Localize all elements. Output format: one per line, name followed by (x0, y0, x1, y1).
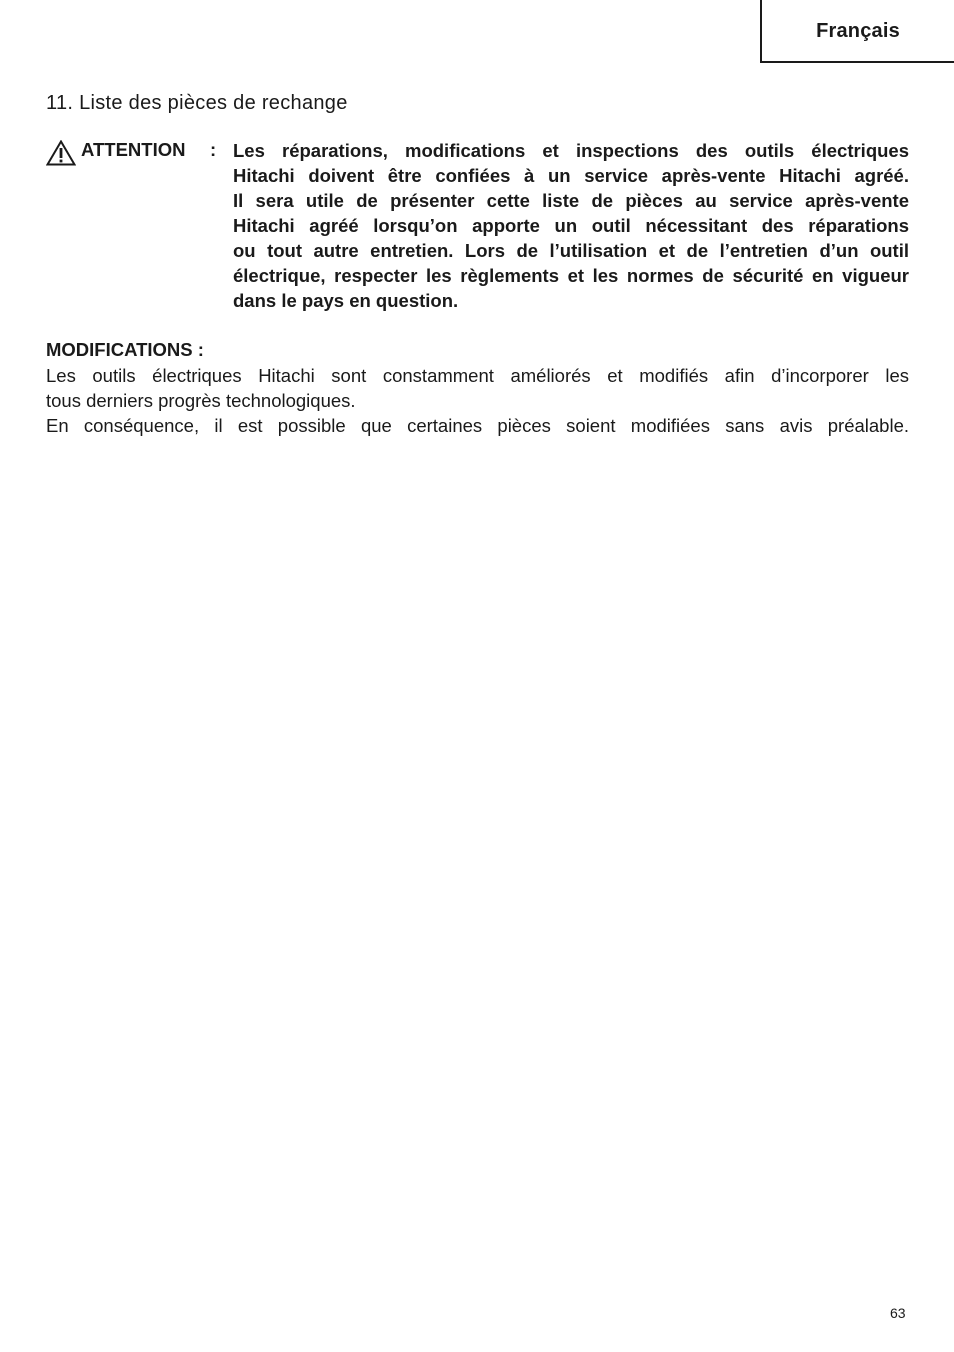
modifications-text (46, 363, 909, 438)
page-number: 63 (890, 1305, 906, 1321)
caution-label: ATTENTION (81, 139, 186, 160)
caution-line: Hitachi agréé lorsqu’on apporte un outil nécessitant des réparations (233, 215, 909, 236)
language-label: Français (816, 20, 900, 42)
caution-line: électrique, respecter les règlements et les normes de sécurité en vigueur (233, 265, 909, 286)
modifications-line: tous derniers progrès technologiques. (46, 390, 356, 411)
caution-line: Il sera utile de présenter cette liste de pièces au service après-vente (233, 190, 909, 211)
warning-triangle-icon (46, 140, 76, 166)
modifications-line: Les outils électriques Hitachi sont constamment améliorés et modifiés afin d’incorporer les (46, 365, 909, 386)
caution-line: dans le pays en question. (233, 290, 459, 311)
caution-colon: : (210, 139, 217, 160)
modifications-heading: MODIFICATIONS : (46, 339, 204, 360)
modifications-line: En conséquence, il est possible que certaines pièces soient modifiées sans avis préalable. (46, 415, 909, 436)
caution-line: Les réparations, modifications et inspections des outils électriques (233, 140, 909, 161)
language-tab (760, 0, 954, 63)
section-title: 11. Liste des pièces de rechange (46, 92, 348, 114)
caution-line: Hitachi doivent être confiées à un service après-vente Hitachi agréé. (233, 165, 909, 186)
caution-text (233, 138, 909, 313)
caution-line: ou tout autre entretien. Lors de l’utilisation et de l’entretien d’un outil (233, 240, 909, 261)
